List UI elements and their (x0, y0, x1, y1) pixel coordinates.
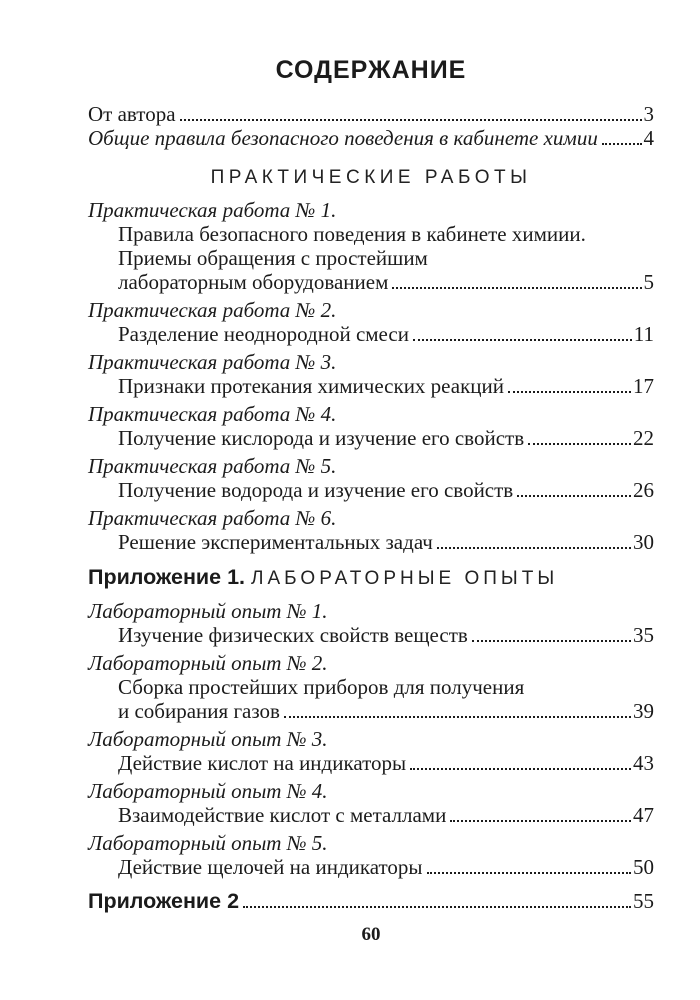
entry-last-line (88, 530, 654, 554)
toc-label: Признаки протекания химических реакций (118, 374, 504, 398)
toc-label: и собирания газов (118, 699, 280, 723)
toc-row-obshchie-pravila (88, 126, 654, 150)
toc-label: Взаимодействие кислот с металлами (118, 803, 447, 827)
page-number: 26 (633, 478, 654, 502)
appendix-1-caps-label: ЛАБОРАТОРНЫЕ ОПЫТЫ (251, 568, 559, 589)
page-number: 5 (643, 270, 654, 294)
page-number: 11 (633, 322, 654, 346)
entry-title: Практическая работа № 5. (88, 454, 337, 478)
page-number: 22 (633, 426, 654, 450)
toc-entry-lab-1 (88, 599, 654, 647)
page-number: 50 (633, 855, 654, 879)
entry-last-line (88, 751, 654, 775)
page-number: 47 (633, 803, 654, 827)
toc-entry-practical-5 (88, 454, 654, 502)
appendix-2-label: Приложение 2 (88, 889, 240, 913)
toc-label: Изучение физических свойств веществ (118, 623, 468, 647)
toc-entry-practical-1 (88, 198, 654, 294)
toc-label: Решение экспериментальных задач (118, 530, 433, 554)
toc-label: Получение водорода и изучение его свойств (118, 478, 514, 502)
entry-title: Практическая работа № 6. (88, 506, 337, 530)
frontmatter-list (88, 102, 654, 150)
toc-label: лабораторным оборудованием (118, 270, 389, 294)
toc-label: Общие правила безопасного поведения в кабинете химии (88, 126, 598, 150)
dot-leader (508, 391, 631, 393)
toc-label: Действие щелочей на индикаторы (118, 855, 423, 879)
toc-entry-appendix-2 (88, 889, 654, 913)
page-number: 3 (643, 102, 654, 126)
toc-entry-practical-3 (88, 350, 654, 398)
entry-line: Правила безопасного поведения в кабинете химиии. (118, 222, 586, 246)
entry-last-line (88, 855, 654, 879)
entry-line: Сборка простейших приборов для получения (118, 675, 525, 699)
practical-entries (88, 198, 654, 554)
lab-entries (88, 599, 654, 879)
entry-title: Практическая работа № 2. (88, 298, 337, 322)
dot-leader (437, 547, 631, 549)
dot-leader (602, 143, 642, 145)
dot-leader (472, 640, 631, 642)
section-heading-appendix-1 (88, 564, 654, 593)
entry-last-line (88, 699, 654, 723)
section-heading-practical-works: ПРАКТИЧЕСКИЕ РАБОТЫ (210, 167, 532, 188)
toc-label: От автора (88, 102, 176, 126)
toc-entry-lab-2 (88, 651, 654, 723)
entry-last-line (88, 478, 654, 502)
entry-title: Лабораторный опыт № 3. (88, 727, 328, 751)
toc-entry-practical-4 (88, 402, 654, 450)
dot-leader (392, 287, 641, 289)
entry-title: Лабораторный опыт № 2. (88, 651, 328, 675)
dot-leader (528, 443, 631, 445)
toc-label: Действие кислот на индикаторы (118, 751, 407, 775)
dot-leader (427, 872, 631, 874)
toc-entry-practical-2 (88, 298, 654, 346)
dot-leader (180, 119, 642, 121)
dot-leader (450, 820, 631, 822)
entry-title: Лабораторный опыт № 4. (88, 779, 328, 803)
folio-page-number: 60 (361, 924, 381, 945)
toc-label: Разделение неоднородной смеси (118, 322, 409, 346)
entry-last-line (88, 803, 654, 827)
toc-label: Получение кислорода и изучение его свойств (118, 426, 525, 450)
entry-title: Практическая работа № 4. (88, 402, 337, 426)
page-number: 55 (633, 889, 654, 913)
dot-leader (517, 495, 631, 497)
dot-leader (413, 339, 632, 341)
dot-leader (243, 906, 631, 908)
toc-row-ot-avtora (88, 102, 654, 126)
page-number: 17 (633, 374, 654, 398)
entry-last-line (88, 623, 654, 647)
entry-last-line (88, 322, 654, 346)
entry-title: Лабораторный опыт № 5. (88, 831, 328, 855)
page-number: 30 (633, 530, 654, 554)
toc-entry-lab-4 (88, 779, 654, 827)
page-number: 4 (643, 126, 654, 150)
toc-entry-lab-5 (88, 831, 654, 879)
entry-title: Практическая работа № 3. (88, 350, 337, 374)
toc-entry-practical-6 (88, 506, 654, 554)
entry-last-line (88, 270, 654, 294)
page-title: СОДЕРЖАНИЕ (275, 56, 467, 84)
entry-last-line (88, 426, 654, 450)
dot-leader (410, 768, 631, 770)
page-number: 39 (633, 699, 654, 723)
entry-line: Приемы обращения с простейшим (118, 246, 428, 270)
appendix-1-label: Приложение 1. (88, 565, 246, 589)
dot-leader (284, 716, 631, 718)
toc-entry-lab-3 (88, 727, 654, 775)
page-number: 43 (633, 751, 654, 775)
page-number: 35 (633, 623, 654, 647)
entry-title: Практическая работа № 1. (88, 198, 337, 222)
entry-last-line (88, 374, 654, 398)
entry-title: Лабораторный опыт № 1. (88, 599, 328, 623)
